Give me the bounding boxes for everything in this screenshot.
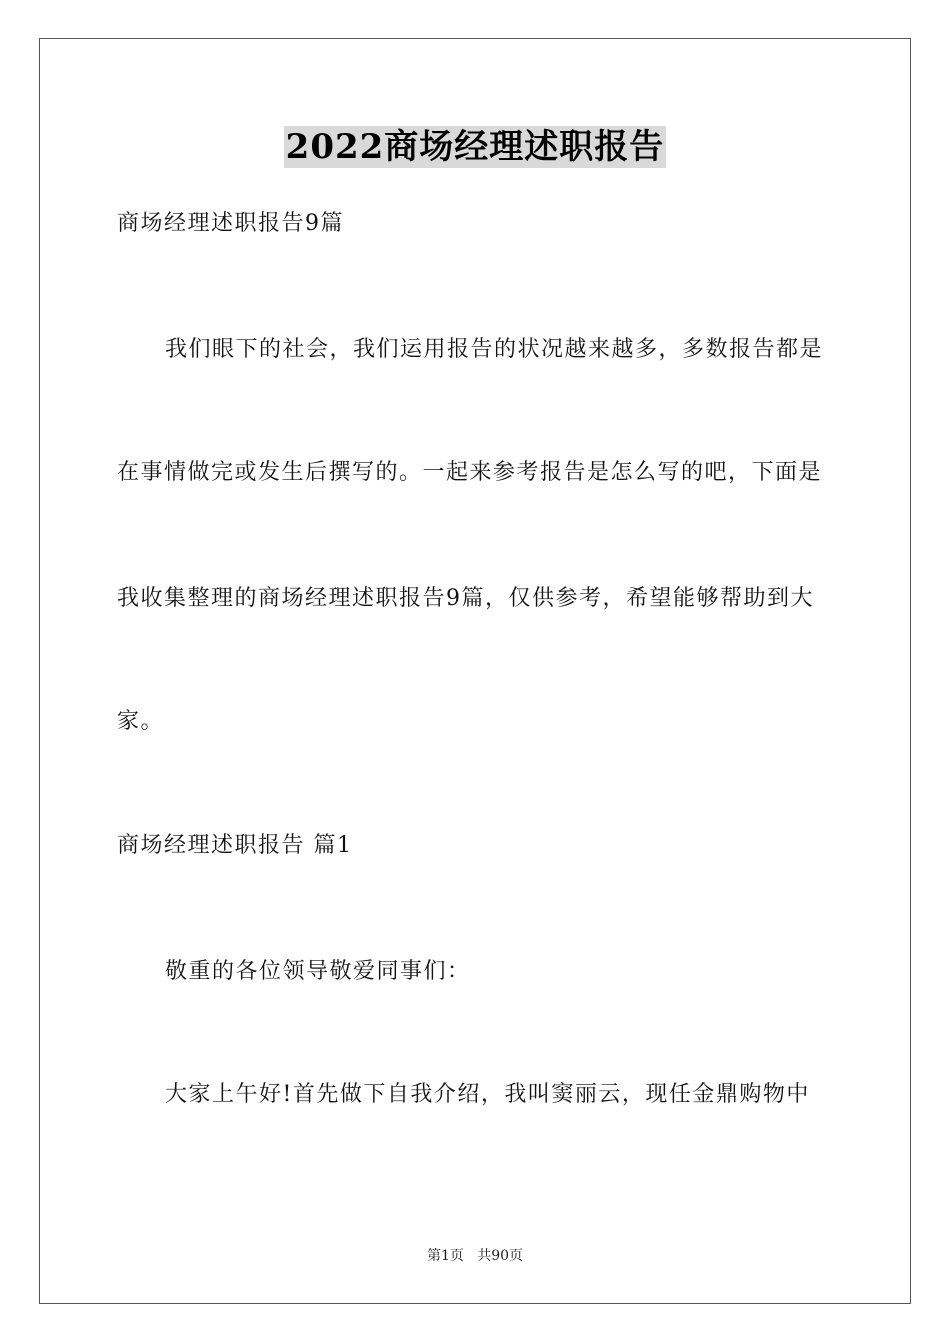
document-title: 2022商场经理述职报告 xyxy=(285,127,665,167)
paragraph-line: 在事情做完或发生后撰写的。一起来参考报告是怎么写的吧，下面是 xyxy=(117,460,823,485)
document-subtitle: 商场经理述职报告9篇 xyxy=(117,211,344,236)
salutation-line: 敬重的各位领导敬爱同事们： xyxy=(165,959,471,984)
paragraph-line: 大家上午好!首先做下自我介绍，我叫窦丽云，现任金鼎购物中 xyxy=(165,1082,810,1107)
paragraph-line: 家。 xyxy=(117,709,165,734)
title-container xyxy=(0,126,950,168)
section-heading: 商场经理述职报告 篇1 xyxy=(117,833,353,858)
page-footer: 第1页 共90页 xyxy=(426,1248,524,1264)
paragraph-line: 我收集整理的商场经理述职报告9篇，仅供参考，希望能够帮助到大 xyxy=(117,586,814,611)
paragraph-line: 我们眼下的社会，我们运用报告的状况越来越多，多数报告都是 xyxy=(165,337,824,362)
